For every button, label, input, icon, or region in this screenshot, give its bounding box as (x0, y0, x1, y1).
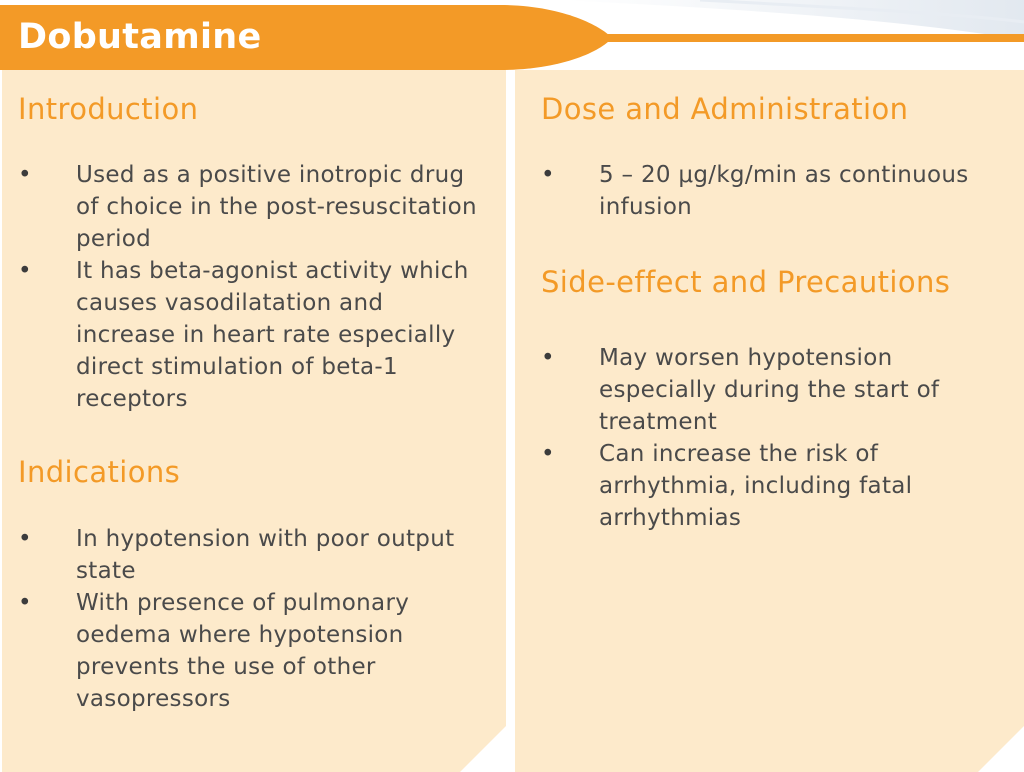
bullet-icon: • (18, 590, 32, 616)
bullet-icon: • (18, 258, 32, 284)
indications-list (18, 523, 488, 715)
bullet-icon: • (18, 526, 32, 552)
list-item (18, 255, 488, 415)
list-item (18, 159, 488, 255)
bullet-icon: • (541, 441, 555, 467)
dose-list (541, 159, 1001, 223)
bullet-icon: • (541, 162, 555, 188)
list-item-text: May worsen hypotension especially during the start of treatment (599, 345, 940, 435)
indications-heading: Indications (18, 455, 181, 489)
list-item-text: With presence of pulmonary oedema where hypotension prevents the use of other vasopressors (76, 590, 410, 712)
side-effects-heading: Side-effect and Precautions (541, 265, 951, 299)
list-item-text: Can increase the risk of arrhythmia, including fatal arrhythmias (599, 441, 913, 531)
introduction-heading: Introduction (18, 92, 199, 126)
list-item (18, 523, 488, 587)
list-item (541, 159, 1001, 223)
indications-section (18, 454, 488, 715)
list-item-text: 5 – 20 μg/kg/min as continuous infusion (599, 162, 969, 220)
bullet-icon: • (541, 345, 555, 371)
list-item-text: In hypotension with poor output state (76, 526, 455, 584)
side-effects-list (541, 342, 1011, 534)
list-item (18, 587, 488, 715)
title-banner-line (600, 34, 1024, 42)
introduction-section (18, 91, 488, 415)
side-effects-section (541, 264, 1011, 534)
bullet-icon: • (18, 162, 32, 188)
list-item (541, 438, 1011, 534)
introduction-list (18, 159, 488, 415)
list-item-text: It has beta-agonist activity which causes vasodilatation and increase in heart rate especially direct stimulation of beta-1 receptors (76, 258, 469, 412)
dose-heading: Dose and Administration (541, 92, 909, 126)
list-item (541, 342, 1011, 438)
dose-section (541, 91, 1001, 223)
page-title: Dobutamine (18, 17, 262, 57)
list-item-text: Used as a positive inotropic drug of choice in the post-resuscitation period (76, 162, 477, 252)
